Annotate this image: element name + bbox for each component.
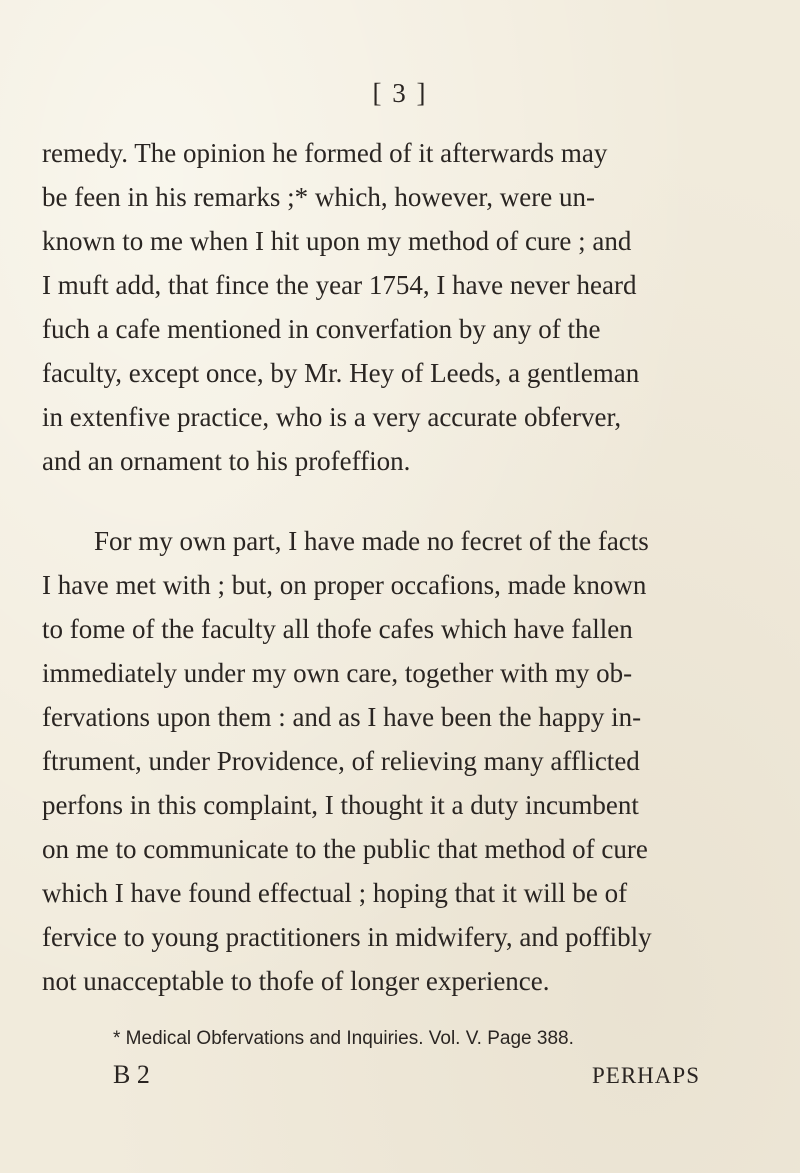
text-line: fervations upon them : and as I have been the happy in- <box>42 702 642 732</box>
text-line: and an ornament to his profeffion. <box>42 446 411 476</box>
text-line: For my own part, I have made no fecret of the facts <box>94 526 649 556</box>
text-line: immediately under my own care, together with my ob- <box>42 658 633 688</box>
text-line: I have met with ; but, on proper occafions, made known <box>42 570 647 600</box>
text-line: fuch a cafe mentioned in converfation by any of the <box>42 314 601 344</box>
text-line: ftrument, under Providence, of relieving many afflicted <box>42 746 640 776</box>
text-line: which I have found effectual ; hoping that it will be of <box>42 878 628 908</box>
text-line: remedy. The opinion he formed of it afterwards may <box>42 138 608 168</box>
text-line: be feen in his remarks ;* which, however, were un- <box>42 182 595 212</box>
catchword: PERHAPS <box>592 1063 700 1088</box>
signature-mark: B 2 <box>113 1060 150 1089</box>
text-line: I muft add, that fince the year 1754, I have never heard <box>42 270 637 300</box>
text-line: perfons in this complaint, I thought it a duty incumbent <box>42 790 639 820</box>
text-line: on me to communicate to the public that method of cure <box>42 834 648 864</box>
text-line: known to me when I hit upon my method of cure ; and <box>42 226 632 256</box>
text-line: not unacceptable to thofe of longer experience. <box>42 966 550 996</box>
page-number-header: [ 3 ] <box>372 78 428 108</box>
footnote: * Medical Obfervations and Inquiries. Vol. V. Page 388. <box>113 1028 574 1049</box>
text-line: to fome of the faculty all thofe cafes which have fallen <box>42 614 633 644</box>
text-line: in extenfive practice, who is a very accurate obferver, <box>42 402 622 432</box>
text-line: faculty, except once, by Mr. Hey of Leeds, a gentleman <box>42 358 640 388</box>
text-line: fervice to young practitioners in midwifery, and poffibly <box>42 922 652 952</box>
